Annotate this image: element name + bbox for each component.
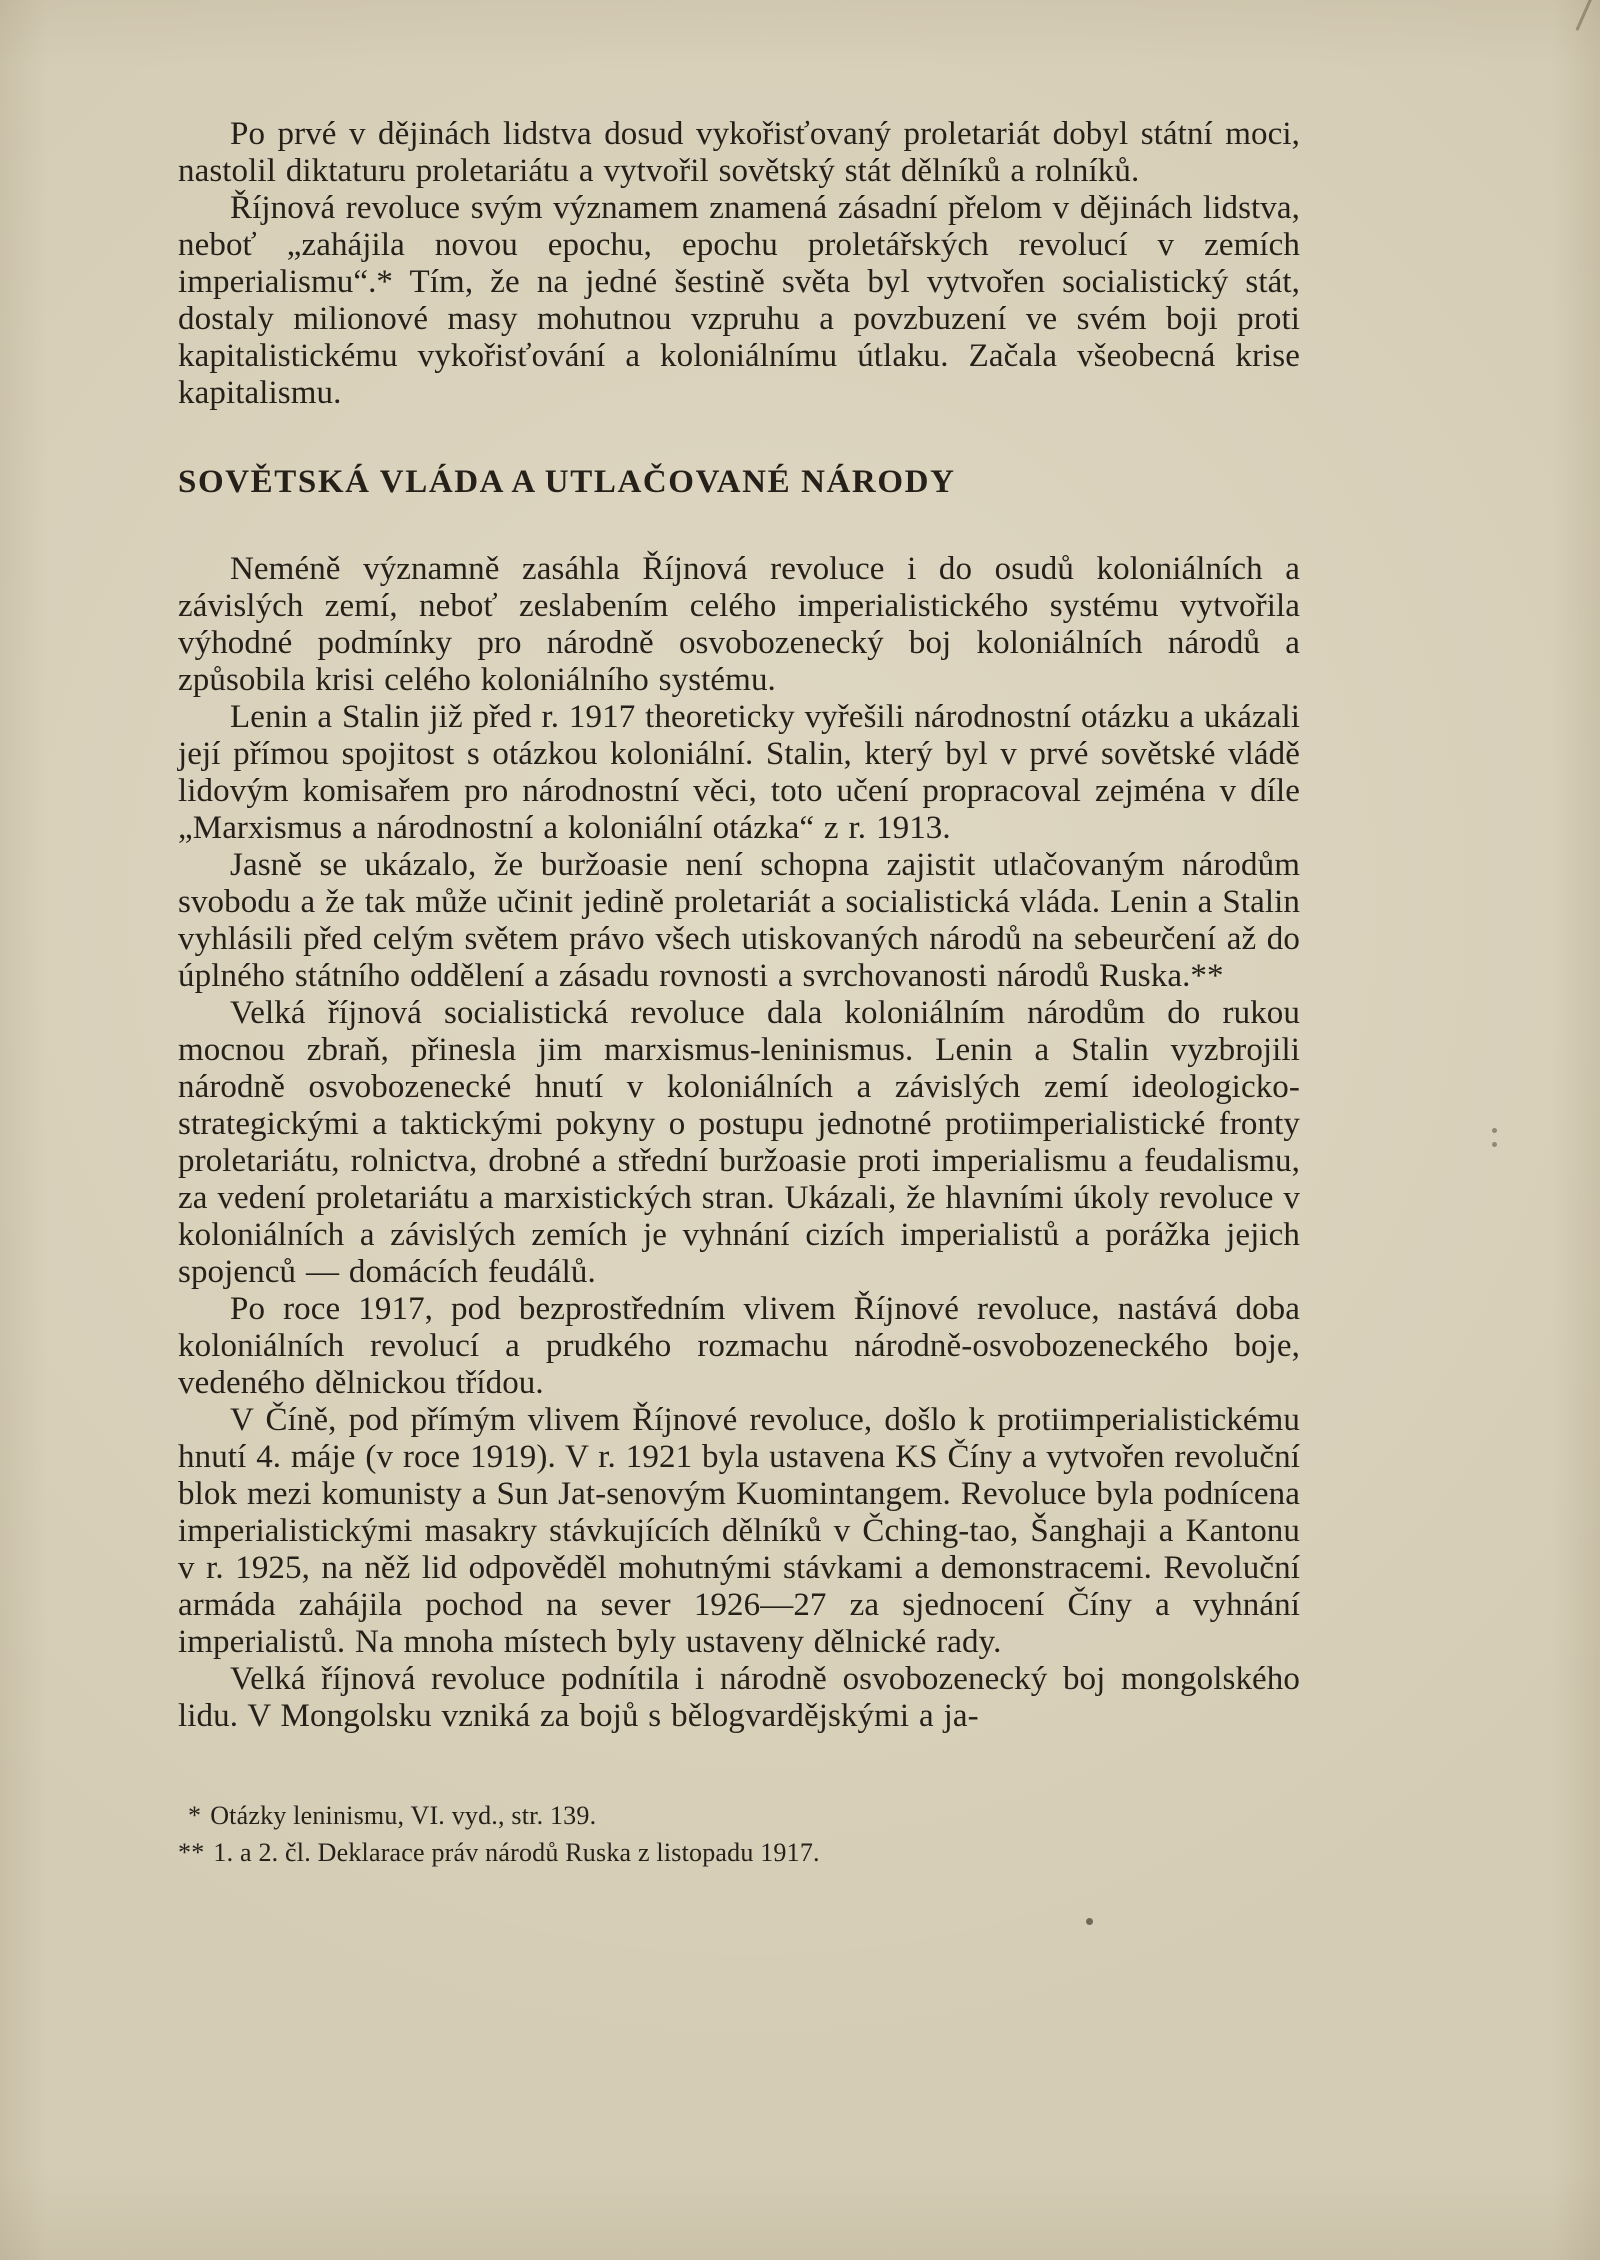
footnotes xyxy=(178,1797,1300,1871)
paragraph-section-6: V Číně, pod přímým vlivem Říjnové revoluce, došlo k protiimperialistickému hnutí 4. máje (v roce 1919). V r. 1921 byla ustavena KS Číny a vytvořen revoluční blok mezi komunisty a Sun Jat-senovým Kuomintangem. Revoluce byla podnícena imperialistickými masakry stávkujících dělníků v Čching-tao, Šanghaji a Kantonu v r. 1925, na něž lid odpověděl mohutnými stávkami a demonstracemi. Revoluční armáda zahájila pochod na sever 1926—27 za sjednocení Číny a vyhnání imperialistů. Na mnoha místech byly ustaveny dělnické rady. xyxy=(178,1402,1300,1660)
paragraph-intro-2: Říjnová revoluce svým významem znamená zásadní přelom v dějinách lidstva, neboť „zahájila novou epochu, epochu proletářských revolucí v zemích imperialismu“.* Tím, že na jedné šestině světa byl vytvořen socialistický stát, dostaly milionové masy mohutnou vzpruhu a povzbuzení ve svém boji proti kapitalistickému vykořisťování a koloniálnímu útlaku. Začala všeobecná krise kapitalismu. xyxy=(178,190,1300,411)
page-text-block xyxy=(178,116,1300,1871)
scan-artifact-speck xyxy=(1492,1128,1497,1133)
paragraph-section-5: Po roce 1917, pod bezprostředním vlivem Říjnové revoluce, nastává doba koloniálních revolucí a prudkého rozmachu národně-osvobozeneckého boje, vedeného dělnickou třídou. xyxy=(178,1291,1300,1401)
footnote-2-marker: ** xyxy=(178,1838,205,1867)
footnote-2 xyxy=(178,1834,1300,1871)
paragraph-section-3: Jasně se ukázalo, že buržoasie není schopna zajistit utlačovaným národům svobodu a že tak může učinit jedině proletariát a socialistická vláda. Lenin a Stalin vyhlásili před celým světem právo všech utiskovaných národů na sebeurčení až do úplného státního oddělení a zásadu rovnosti a svrchovanosti národů Ruska.** xyxy=(178,847,1300,994)
paragraph-section-4: Velká říjnová socialistická revoluce dala koloniálním národům do rukou mocnou zbraň, přinesla jim marxismus-leninismus. Lenin a Stalin vyzbrojili národně osvobozenecké hnutí v koloniálních a závislých zemí ideologicko-strategickými a taktickými pokyny o postupu jednotné protiimperialistické fronty proletariátu, rolnictva, drobné a střední buržoasie proti imperialismu a feudalismu, za vedení proletariátu a marxistických stran. Ukázali, že hlavními úkoly revoluce v koloniálních a závislých zemích je vyhnání cizích imperialistů a porážka jejich spojenců — domácích feudálů. xyxy=(178,995,1300,1290)
footnote-1 xyxy=(178,1797,1300,1834)
paragraph-section-7: Velká říjnová revoluce podnítila i národně osvobozenecký boj mongolského lidu. V Mongolsku vzniká za bojů s bělogvardějskými a ja- xyxy=(178,1661,1300,1734)
paragraph-section-1: Neméně významně zasáhla Říjnová revoluce i do osudů koloniálních a závislých zemí, neboť zeslabením celého imperialistického systému vytvořila výhodné podmínky pro národně osvobozenecký boj koloniálních národů a způsobila krisi celého koloniálního systému. xyxy=(178,551,1300,698)
footnote-2-text: 1. a 2. čl. Deklarace práv národů Ruska z listopadu 1917. xyxy=(213,1838,820,1867)
footnote-1-text: Otázky leninismu, VI. vyd., str. 139. xyxy=(210,1801,597,1830)
scan-artifact-scratch xyxy=(1575,0,1593,31)
scan-artifact-dot xyxy=(1086,1918,1093,1925)
section-heading: SOVĚTSKÁ VLÁDA A UTLAČOVANÉ NÁRODY xyxy=(178,464,956,500)
paragraph-section-2: Lenin a Stalin již před r. 1917 theoreticky vyřešili národnostní otázku a ukázali její přímou spojitost s otázkou koloniální. Stalin, který byl v prvé sovětské vládě lidovým komisařem pro národnostní věci, toto učení propracoval zejména v díle „Marxismus a národnostní a koloniální otázka“ z r. 1913. xyxy=(178,699,1300,846)
footnote-1-marker: * xyxy=(188,1801,202,1830)
paragraph-intro-1: Po prvé v dějinách lidstva dosud vykořisťovaný proletariát dobyl státní moci, nastolil diktaturu proletariátu a vytvořil sovětský stát dělníků a rolníků. xyxy=(178,116,1300,189)
